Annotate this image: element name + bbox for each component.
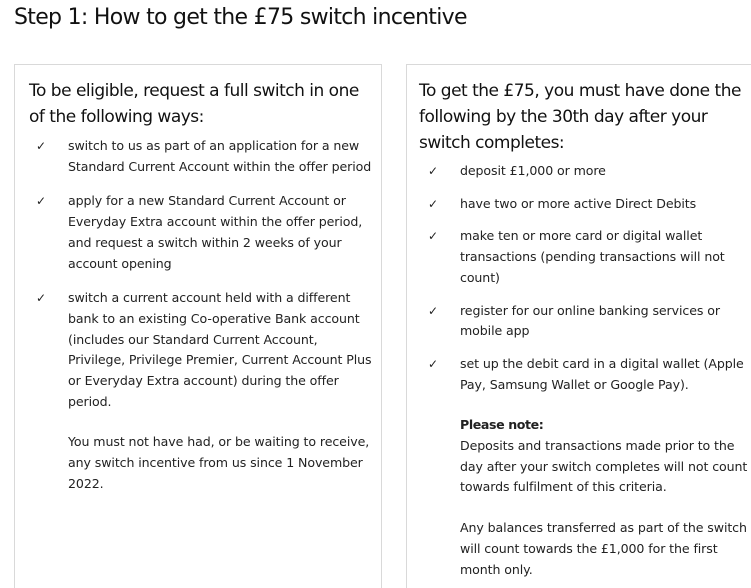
list-item xyxy=(425,301,751,342)
list-item-text: set up the debit card in a digital wallet (Apple Pay, Samsung Wallet or Google Pay). xyxy=(460,355,744,392)
list-item xyxy=(425,226,751,288)
list-item-text: deposit £1,000 or more xyxy=(460,163,606,178)
check-icon: ✓ xyxy=(36,139,46,153)
eligibility-list xyxy=(33,136,373,509)
list-item-text: switch a current account held with a different bank to an existing Co-operative Bank account (includes our Standard Current Account, Privilege, Privilege Premier, Current Account Plus or Everyday Extra account) during the offer period. xyxy=(68,290,372,409)
check-icon: ✓ xyxy=(428,229,438,244)
list-item xyxy=(33,136,373,177)
note-heading: Please note: xyxy=(460,417,544,433)
check-icon: ✓ xyxy=(428,196,438,211)
list-item xyxy=(33,288,373,494)
list-item xyxy=(425,354,751,580)
requirements-heading: To get the £75, you must have done the following by the 30th day after your switch completes: xyxy=(419,81,741,153)
list-item xyxy=(425,161,751,182)
list-item-text: register for our online banking services or mobile app xyxy=(460,302,720,339)
note-text: Any balances transferred as part of the switch will count towards the £1,000 for the first month only. xyxy=(460,520,747,577)
eligibility-card xyxy=(14,64,382,588)
list-item-text: make ten or more card or digital wallet transactions (pending transactions will not count) xyxy=(460,228,725,285)
requirements-list xyxy=(425,161,751,588)
list-item-text: apply for a new Standard Current Account or Everyday Extra account within the offer period, and request a switch within 2 weeks of your account opening xyxy=(68,193,363,271)
check-icon: ✓ xyxy=(36,194,46,209)
list-item xyxy=(425,194,751,215)
list-item xyxy=(33,191,373,274)
incentive-restriction-text: You must not have had, or be waiting to receive, any switch incentive from us since 1 November 2022. xyxy=(68,434,370,491)
eligibility-heading: To be eligible, request a full switch in one of the following ways: xyxy=(29,81,359,127)
check-icon: ✓ xyxy=(428,356,438,371)
list-item-text: have two or more active Direct Debits xyxy=(460,195,697,211)
check-icon: ✓ xyxy=(36,291,46,306)
check-icon: ✓ xyxy=(428,303,438,318)
note-text: Deposits and transactions made prior to the day after your switch completes will not count towards fulfilment of this criteria. xyxy=(460,438,748,495)
page-title: Step 1: How to get the £75 switch incentive xyxy=(14,5,467,30)
check-icon: ✓ xyxy=(428,164,438,178)
list-item-text: switch to us as part of an application for a new Standard Current Account within the offer period xyxy=(68,138,372,174)
requirements-card xyxy=(406,64,751,588)
